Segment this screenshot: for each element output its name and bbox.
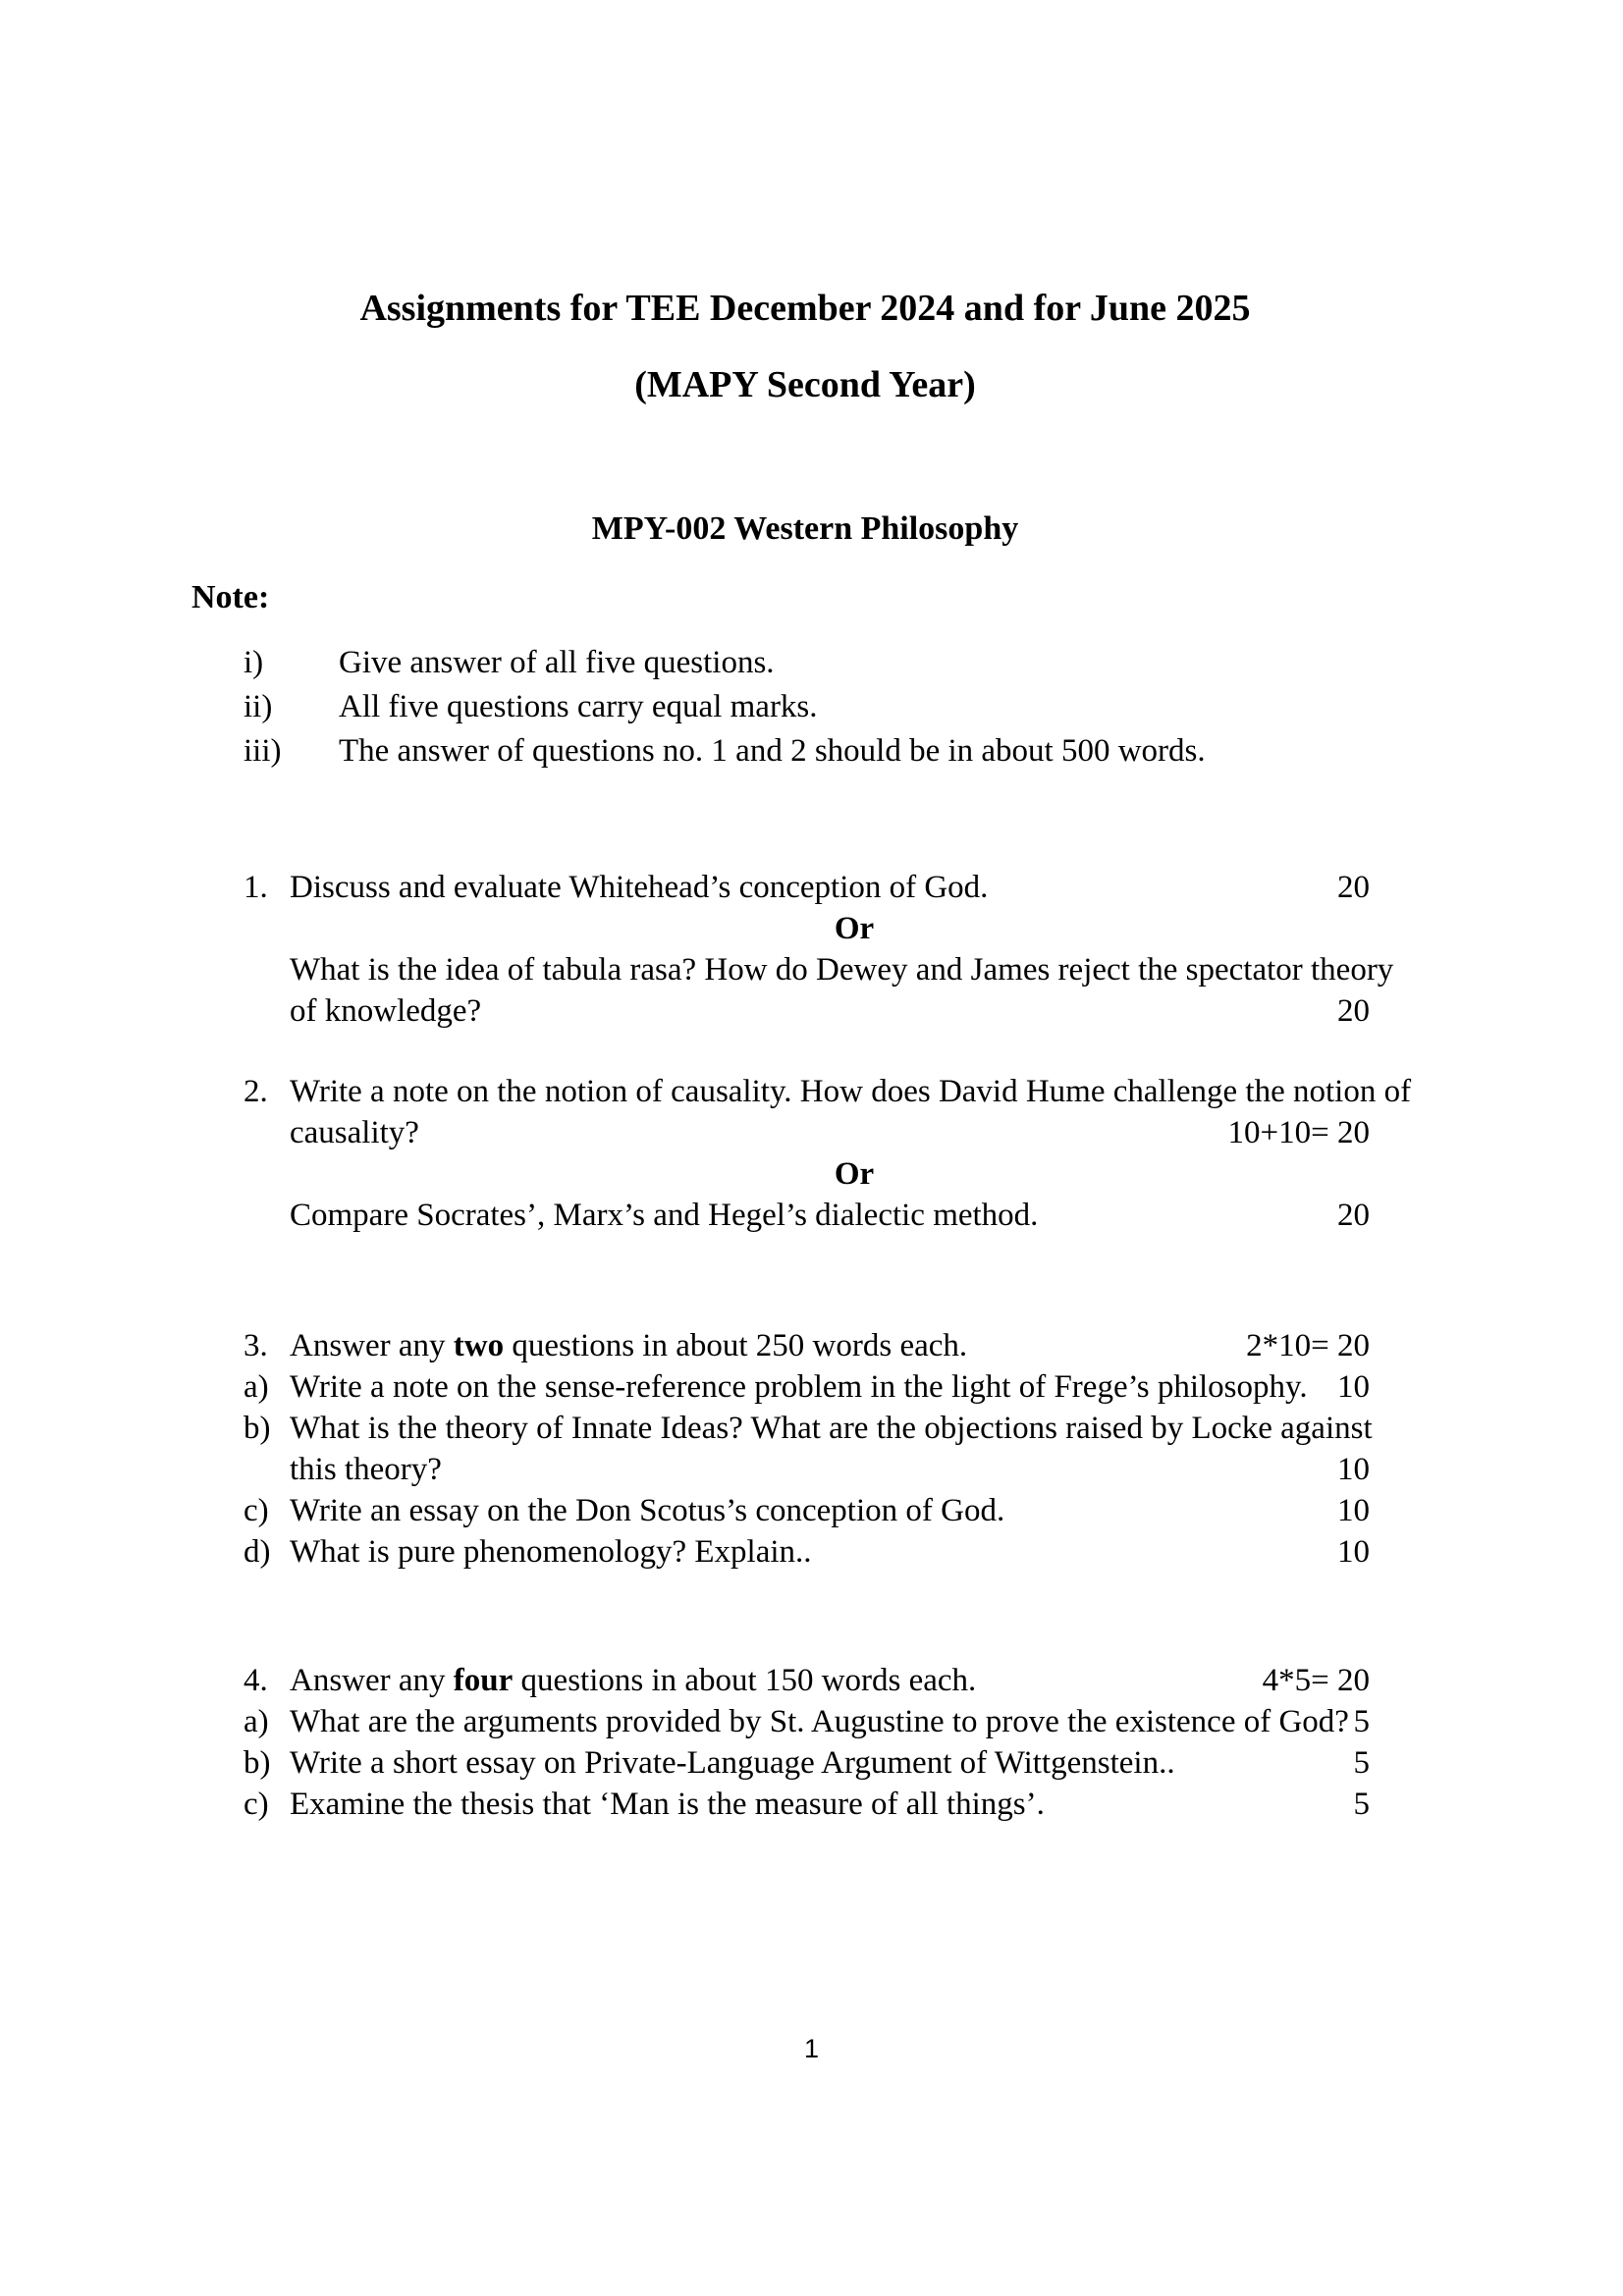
question-text-pre: Answer any <box>290 1663 454 1698</box>
sub-question-marks: 10 <box>1337 1493 1370 1528</box>
question-text: Write a note on the notion of causality. How does David Hume challenge the notion of causality? <box>290 1074 1412 1150</box>
sub-question-letter: b) <box>243 1745 271 1781</box>
note-list <box>191 641 1419 774</box>
sub-question-row <box>191 1490 1419 1531</box>
sub-question-text: Write a short essay on Private-Language Argument of Wittgenstein.. <box>290 1745 1175 1781</box>
question-marks: 10+10= 20 <box>1227 1115 1370 1150</box>
note-item-number: i) <box>243 645 264 680</box>
or-separator: Or <box>834 1156 875 1192</box>
sub-question-text: What is the theory of Innate Ideas? What are the objections raised by Locke against this theory? <box>290 1411 1373 1487</box>
sub-question-marks: 10 <box>1337 1534 1370 1570</box>
sub-question-text: What is pure phenomenology? Explain.. <box>290 1534 812 1570</box>
question-text <box>290 1660 1419 1701</box>
page-subtitle: (MAPY Second Year) <box>634 364 976 405</box>
question-text-pre: Answer any <box>290 1328 454 1363</box>
question-line <box>191 1660 1419 1701</box>
question-line <box>191 1325 1419 1366</box>
sub-question-text: Write a note on the sense-reference problem in the light of Frege’s philosophy. <box>290 1369 1308 1405</box>
sub-question-letter: a) <box>243 1704 269 1739</box>
question-text-bold: two <box>453 1328 505 1363</box>
sub-question-marks: 5 <box>1353 1787 1370 1822</box>
question-line <box>191 1071 1419 1153</box>
question-alt-line <box>191 949 1419 1032</box>
question-3 <box>191 1325 1419 1573</box>
question-text: Discuss and evaluate Whitehead’s conception of God. <box>290 870 989 905</box>
note-item-number: iii) <box>243 733 282 769</box>
question-number-spacer <box>243 1195 290 1236</box>
question-1 <box>191 867 1419 1032</box>
sub-question-text: Examine the thesis that ‘Man is the measure of all things’. <box>290 1787 1045 1822</box>
question-number: 3. <box>243 1328 268 1363</box>
question-alt-marks: 20 <box>1337 1198 1370 1233</box>
sub-question-row <box>191 1366 1419 1408</box>
note-item-text: Give answer of all five questions. <box>339 645 775 680</box>
sub-question-letter: d) <box>243 1534 271 1570</box>
note-item <box>191 729 1419 774</box>
sub-question-row <box>191 1531 1419 1573</box>
sub-question-row <box>191 1408 1419 1490</box>
question-number: 1. <box>243 870 268 905</box>
course-heading: MPY-002 Western Philosophy <box>591 510 1019 547</box>
sub-question-marks: 10 <box>1337 1369 1370 1405</box>
question-4 <box>191 1660 1419 1825</box>
question-alt-line <box>191 1195 1419 1236</box>
note-item-text: The answer of questions no. 1 and 2 should be in about 500 words. <box>339 733 1206 769</box>
sub-question-row <box>191 1742 1419 1784</box>
sub-question-text: Write an essay on the Don Scotus’s conception of God. <box>290 1493 1005 1528</box>
question-alt-marks: 20 <box>1337 993 1370 1029</box>
question-text-post: questions in about 250 words each. <box>504 1328 968 1363</box>
sub-question-letter: c) <box>243 1493 269 1528</box>
question-alt-text: Compare Socrates’, Marx’s and Hegel’s dialectic method. <box>290 1198 1039 1233</box>
sub-question-letter: a) <box>243 1369 269 1405</box>
sub-question-row <box>191 1784 1419 1825</box>
sub-question-letter: b) <box>243 1411 271 1446</box>
question-number: 4. <box>243 1663 268 1698</box>
question-2 <box>191 1071 1419 1236</box>
question-number-spacer <box>243 949 290 1032</box>
question-text-bold: four <box>453 1663 514 1698</box>
note-item-text: All five questions carry equal marks. <box>339 689 818 724</box>
sub-question-marks: 10 <box>1337 1452 1370 1487</box>
question-marks: 20 <box>1337 870 1370 905</box>
question-text-post: questions in about 150 words each. <box>513 1663 977 1698</box>
sub-question-text: What are the arguments provided by St. Augustine to prove the existence of God? <box>290 1704 1349 1739</box>
sub-question-row <box>191 1701 1419 1742</box>
sub-question-marks: 5 <box>1353 1745 1370 1781</box>
question-alt-text: What is the idea of tabula rasa? How do Dewey and James reject the spectator theory of knowledge? <box>290 952 1394 1029</box>
note-item-number: ii) <box>243 689 273 724</box>
question-marks: 4*5= 20 <box>1262 1663 1370 1698</box>
sub-question-letter: c) <box>243 1787 269 1822</box>
note-item <box>191 685 1419 729</box>
note-label: Note: <box>191 579 270 615</box>
question-marks: 2*10= 20 <box>1246 1328 1370 1363</box>
note-item <box>191 641 1419 685</box>
page-title: Assignments for TEE December 2024 and for June 2025 <box>359 288 1251 329</box>
page-number-footer: 1 <box>803 2034 820 2063</box>
document-content <box>191 0 1419 1825</box>
sub-question-marks: 5 <box>1353 1704 1370 1739</box>
question-number: 2. <box>243 1074 268 1109</box>
question-line <box>191 867 1419 908</box>
or-separator: Or <box>834 911 875 946</box>
